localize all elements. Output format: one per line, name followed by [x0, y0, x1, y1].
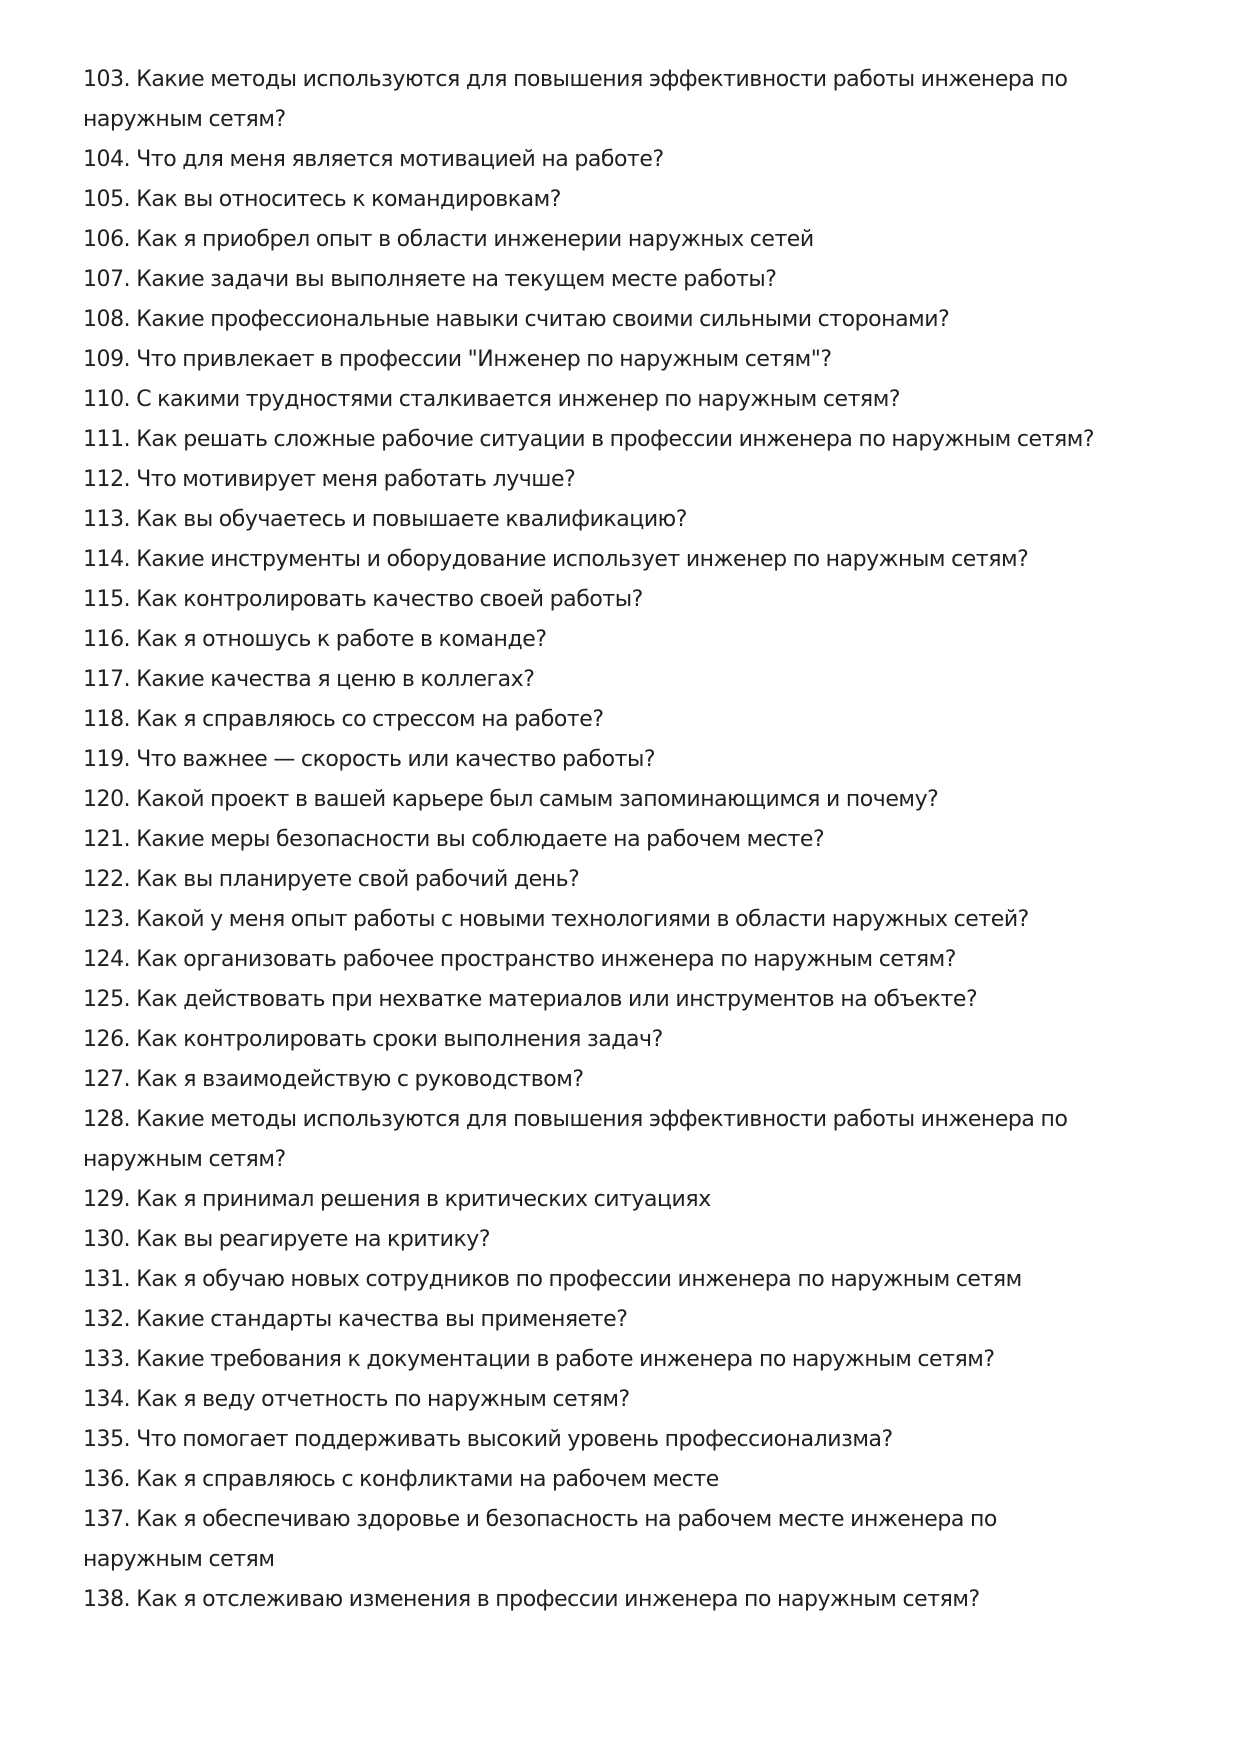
question-item: 135. Что помогает поддерживать высокий уровень профессионализма? [83, 1427, 893, 1452]
question-item: 114. Какие инструменты и оборудование использует инженер по наружным сетям? [83, 547, 1029, 572]
question-item: 122. Как вы планируете свой рабочий день? [83, 867, 580, 892]
question-item: 104. Что для меня является мотивацией на работе? [83, 147, 664, 172]
question-item: 129. Как я принимал решения в критических ситуациях [83, 1187, 711, 1212]
question-item: 127. Как я взаимодействую с руководством? [83, 1067, 584, 1092]
question-item: 128. Какие методы используются для повышения эффективности работы инженера по наружным сетям? [83, 1107, 1068, 1172]
question-item: 120. Какой проект в вашей карьере был самым запоминающимся и почему? [83, 787, 939, 812]
question-item: 138. Как я отслеживаю изменения в профессии инженера по наружным сетям? [83, 1587, 980, 1612]
question-item: 105. Как вы относитесь к командировкам? [83, 187, 561, 212]
question-item: 110. С какими трудностями сталкивается инженер по наружным сетям? [83, 387, 901, 412]
question-list [83, 60, 1119, 1620]
question-item: 106. Как я приобрел опыт в области инженерии наружных сетей [83, 227, 814, 252]
question-item: 125. Как действовать при нехватке материалов или инструментов на объекте? [83, 987, 978, 1012]
question-item: 132. Какие стандарты качества вы применяете? [83, 1307, 628, 1332]
question-item: 118. Как я справляюсь со стрессом на работе? [83, 707, 604, 732]
question-item: 116. Как я отношусь к работе в команде? [83, 627, 547, 652]
question-item: 108. Какие профессиональные навыки считаю своими сильными сторонами? [83, 307, 950, 332]
question-item: 124. Как организовать рабочее пространство инженера по наружным сетям? [83, 947, 956, 972]
question-item: 123. Какой у меня опыт работы с новыми технологиями в области наружных сетей? [83, 907, 1029, 932]
question-item: 130. Как вы реагируете на критику? [83, 1227, 491, 1252]
question-item: 112. Что мотивирует меня работать лучше? [83, 467, 576, 492]
question-item: 111. Как решать сложные рабочие ситуации в профессии инженера по наружным сетям? [83, 427, 1095, 452]
question-item: 103. Какие методы используются для повышения эффективности работы инженера по наружным сетям? [83, 67, 1068, 132]
question-item: 136. Как я справляюсь с конфликтами на рабочем месте [83, 1467, 719, 1492]
question-item: 109. Что привлекает в профессии "Инженер по наружным сетям"? [83, 347, 832, 372]
question-item: 121. Какие меры безопасности вы соблюдаете на рабочем месте? [83, 827, 825, 852]
question-item: 117. Какие качества я ценю в коллегах? [83, 667, 535, 692]
question-item: 119. Что важнее — скорость или качество работы? [83, 747, 656, 772]
question-item: 107. Какие задачи вы выполняете на текущем месте работы? [83, 267, 777, 292]
question-item: 134. Как я веду отчетность по наружным сетям? [83, 1387, 630, 1412]
question-item: 137. Как я обеспечиваю здоровье и безопасность на рабочем месте инженера по наружным сетям [83, 1507, 997, 1572]
question-item: 126. Как контролировать сроки выполнения задач? [83, 1027, 663, 1052]
question-item: 113. Как вы обучаетесь и повышаете квалификацию? [83, 507, 687, 532]
question-item: 133. Какие требования к документации в работе инженера по наружным сетям? [83, 1347, 995, 1372]
question-item: 131. Как я обучаю новых сотрудников по профессии инженера по наружным сетям [83, 1267, 1022, 1292]
question-item: 115. Как контролировать качество своей работы? [83, 587, 643, 612]
